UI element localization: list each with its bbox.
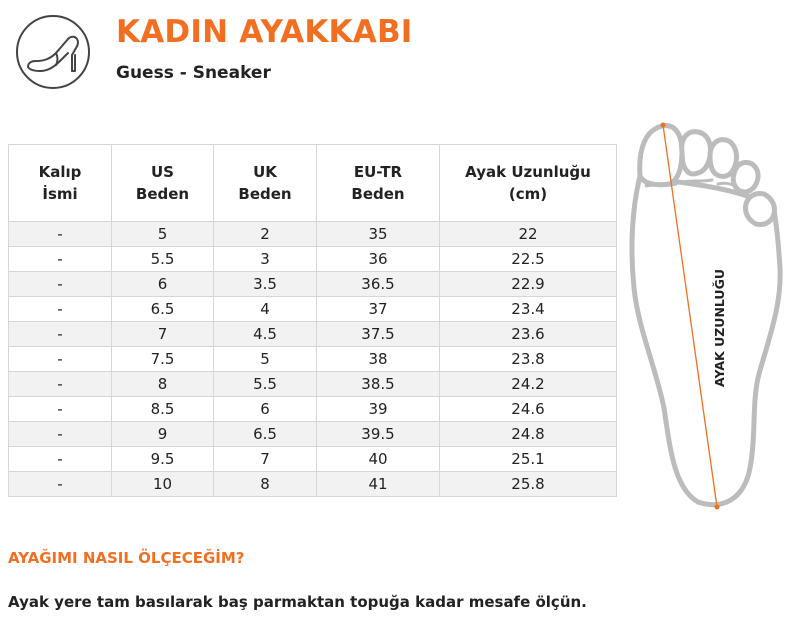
- table-row: [9, 397, 617, 422]
- table-row: [9, 297, 617, 322]
- table-cell: 6.5: [112, 297, 214, 322]
- table-cell: 6.5: [214, 422, 317, 447]
- table-row: [9, 247, 617, 272]
- table-cell: 10: [112, 472, 214, 497]
- table-row: [9, 222, 617, 247]
- table-cell: 8.5: [112, 397, 214, 422]
- table-cell: 24.8: [440, 422, 617, 447]
- table-cell: 37.5: [317, 322, 440, 347]
- table-cell: 2: [214, 222, 317, 247]
- column-header-uk: UK Beden: [214, 145, 317, 222]
- table-cell: 5: [214, 347, 317, 372]
- table-cell: 23.6: [440, 322, 617, 347]
- table-cell: 36.5: [317, 272, 440, 297]
- how-to-measure-title: AYAĞIMI NASIL ÖLÇECEĞİM?: [8, 549, 245, 567]
- column-header-eu-tr: EU-TR Beden: [317, 145, 440, 222]
- table-cell: 5.5: [112, 247, 214, 272]
- table-cell: 4: [214, 297, 317, 322]
- table-cell: -: [9, 397, 112, 422]
- foot-length-label: AYAK UZUNLUĞU: [712, 269, 727, 387]
- table-cell: 24.2: [440, 372, 617, 397]
- table-cell: 39: [317, 397, 440, 422]
- column-header-foot-length: Ayak Uzunluğu (cm): [440, 145, 617, 222]
- table-cell: 7: [214, 447, 317, 472]
- table-row: [9, 322, 617, 347]
- table-cell: -: [9, 447, 112, 472]
- high-heel-shoe-icon: [16, 15, 90, 89]
- table-cell: 41: [317, 472, 440, 497]
- table-cell: 22.5: [440, 247, 617, 272]
- table-cell: 37: [317, 297, 440, 322]
- table-cell: 4.5: [214, 322, 317, 347]
- table-cell: -: [9, 472, 112, 497]
- table-row: [9, 272, 617, 297]
- table-header-row: [9, 145, 617, 222]
- table-cell: 22.9: [440, 272, 617, 297]
- table-cell: 7: [112, 322, 214, 347]
- column-header-kalip: Kalıp İsmi: [9, 145, 112, 222]
- page-title: KADIN AYAKKABI: [116, 14, 413, 50]
- table-row: [9, 372, 617, 397]
- table-cell: -: [9, 422, 112, 447]
- table-cell: -: [9, 372, 112, 397]
- table-cell: 23.4: [440, 297, 617, 322]
- footprint-icon: [626, 118, 786, 514]
- table-cell: 38: [317, 347, 440, 372]
- table-cell: 38.5: [317, 372, 440, 397]
- size-table: [8, 144, 617, 497]
- table-row: [9, 347, 617, 372]
- table-cell: 36: [317, 247, 440, 272]
- table-cell: 23.8: [440, 347, 617, 372]
- table-cell: 6: [112, 272, 214, 297]
- table-cell: -: [9, 272, 112, 297]
- table-cell: 7.5: [112, 347, 214, 372]
- table-cell: -: [9, 297, 112, 322]
- table-cell: 8: [214, 472, 317, 497]
- table-cell: 3: [214, 247, 317, 272]
- table-cell: 5: [112, 222, 214, 247]
- table-cell: 40: [317, 447, 440, 472]
- table-cell: 3.5: [214, 272, 317, 297]
- table-cell: 6: [214, 397, 317, 422]
- table-cell: 35: [317, 222, 440, 247]
- product-subtitle: Guess - Sneaker: [116, 63, 271, 83]
- table-cell: 9: [112, 422, 214, 447]
- table-cell: -: [9, 222, 112, 247]
- table-cell: 39.5: [317, 422, 440, 447]
- table-cell: 24.6: [440, 397, 617, 422]
- table-cell: 22: [440, 222, 617, 247]
- table-row: [9, 447, 617, 472]
- table-cell: 5.5: [214, 372, 317, 397]
- table-cell: 9.5: [112, 447, 214, 472]
- table-row: [9, 422, 617, 447]
- column-header-us: US Beden: [112, 145, 214, 222]
- table-cell: -: [9, 322, 112, 347]
- table-cell: -: [9, 247, 112, 272]
- table-cell: 25.1: [440, 447, 617, 472]
- table-cell: 8: [112, 372, 214, 397]
- how-to-measure-text: Ayak yere tam basılarak baş parmaktan topuğa kadar mesafe ölçün.: [8, 593, 587, 611]
- table-cell: -: [9, 347, 112, 372]
- table-cell: 25.8: [440, 472, 617, 497]
- table-row: [9, 472, 617, 497]
